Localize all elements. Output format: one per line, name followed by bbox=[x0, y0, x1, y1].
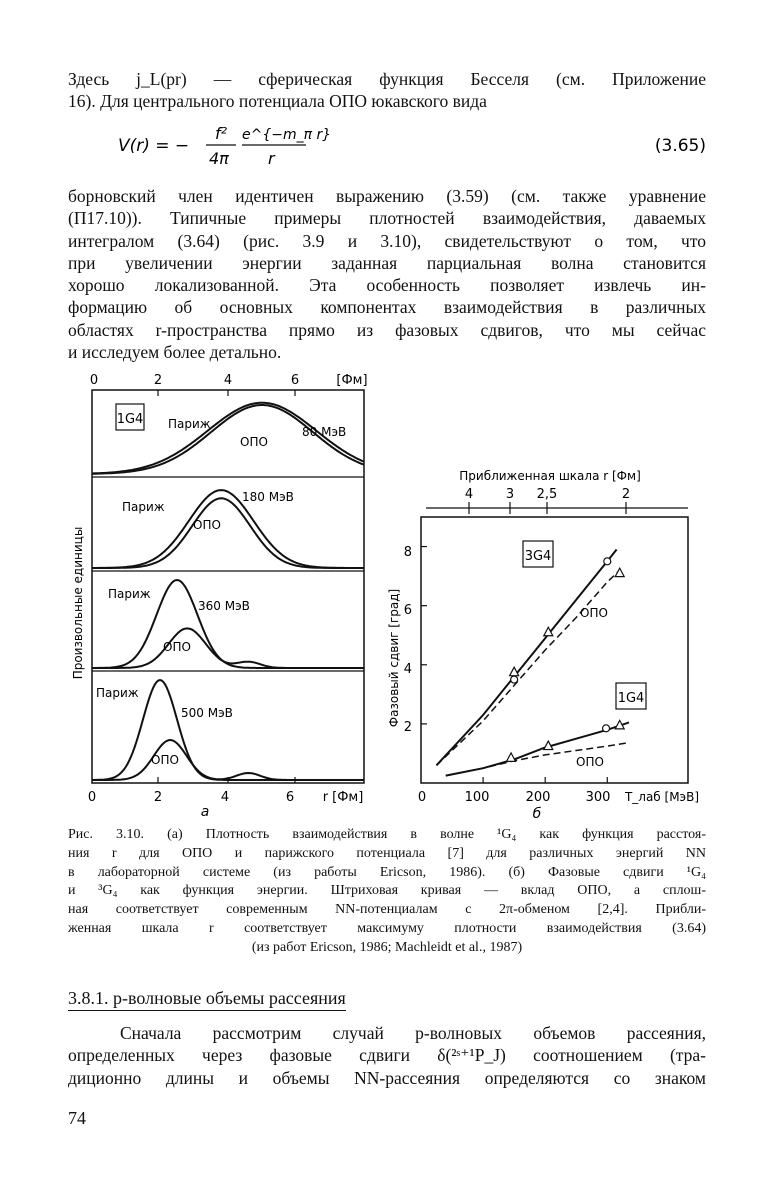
text-line: хорошо локализованной. Эта особенность позволяет извлечь ин- bbox=[68, 275, 706, 296]
text-line: 16). Для центрального потенциала ОПО юкавского вида bbox=[68, 91, 487, 112]
text-line: формацию об основных компонентах взаимодействия в различных bbox=[68, 297, 706, 318]
y-tick-label: 8 bbox=[403, 545, 412, 560]
label-energy-360: 360 МэВ bbox=[198, 599, 250, 613]
sublabel-a: а bbox=[200, 804, 210, 818]
page-number: 74 bbox=[68, 1108, 86, 1128]
ylabel-b: Фазовый сдвиг [град] bbox=[387, 588, 401, 728]
text-line: областях r-пространства прямо из фазовых сдвигов, что мы сейчас bbox=[68, 319, 706, 340]
phase-curve-3g4 bbox=[437, 550, 617, 766]
label-paris-500: Париж bbox=[96, 686, 139, 700]
formula-svg bbox=[118, 120, 706, 170]
x-tick-label: 300 bbox=[585, 790, 611, 805]
text-line: борновский член идентичен выражению (3.59) (см. также уравнение bbox=[68, 186, 706, 206]
label-opo-lower: ОПО bbox=[576, 755, 604, 769]
y-tick-label: 4 bbox=[403, 662, 412, 677]
caption-line: (из работ Ericson, 1986; Machleidt et al., 1987) bbox=[251, 939, 523, 955]
top-tick-label: 2 bbox=[153, 373, 163, 388]
phase-curves bbox=[437, 550, 630, 776]
state-label-1g4: 1G4 bbox=[116, 412, 144, 427]
caption-line: Рис. 3.10. (а) Плотность взаимодействия в волне ¹G₄ как функция расстоя- bbox=[68, 827, 706, 842]
caption-line: и ³G₄ как функция энергии. Штриховая кривая — вклад ОПО, а сплош- bbox=[68, 883, 706, 899]
caption-line: ния r для ОПО и парижского потенциала [7] для различных энергий NN bbox=[68, 845, 706, 861]
text-line: Сначала рассмотрим случай p-волновых объемов рассеяния, bbox=[120, 1023, 706, 1043]
formula-number: (3.65) bbox=[654, 136, 706, 156]
top-tick-label: 0 bbox=[89, 373, 99, 388]
text-line: определенных через фазовые сдвиги δ(²ˢ⁺¹P_J) соотношением (тра- bbox=[68, 1045, 706, 1066]
phase-markers bbox=[507, 558, 625, 762]
label-opo-360: ОПО bbox=[163, 640, 191, 654]
top-tick-label: 4 bbox=[223, 373, 233, 388]
label-opo-180: ОПО bbox=[193, 518, 221, 532]
scale-tick-label: 2,5 bbox=[536, 487, 558, 502]
top-tick-label: 6 bbox=[290, 373, 300, 388]
text-line: диционно длины и объемы NN-рассеяния определяются со знаком bbox=[68, 1067, 706, 1088]
bottom-tick-label: 0 bbox=[87, 790, 97, 805]
axis-ticks-b bbox=[421, 547, 607, 783]
caption-line: женная шкала r соответствует максимуму плотности взаимодействия (3.64) bbox=[68, 920, 706, 936]
caption-line: в лабораторной системе (из работы Ericson, 1986). (б) Фазовые сдвиги ¹G₄ bbox=[68, 864, 706, 880]
bottom-tick-label: 6 bbox=[285, 790, 295, 805]
x-tick-label: 100 bbox=[464, 790, 490, 805]
circle-marker bbox=[511, 676, 518, 683]
label-1g4: 1G4 bbox=[617, 691, 645, 706]
bottom-tick-label: 2 bbox=[153, 790, 163, 805]
figure-caption bbox=[68, 826, 706, 958]
label-paris-80: Париж bbox=[168, 417, 211, 431]
label-energy-500: 500 МэВ bbox=[181, 706, 233, 720]
label-opo-500: ОПО bbox=[151, 753, 179, 767]
paragraph-1 bbox=[68, 68, 706, 113]
scale-title: Приближенная шкала r [Фм] bbox=[459, 469, 641, 483]
text-line: при увеличении энергии заданная парциальная волна становится bbox=[68, 252, 706, 273]
label-energy-80: 80 МэВ bbox=[302, 425, 347, 439]
scale-tick-label: 4 bbox=[464, 487, 474, 502]
section-title: 3.8.1. p-волновые объемы рассеяния bbox=[68, 988, 346, 1011]
figure-b bbox=[387, 469, 699, 818]
formula-numerator-2: e^{−m_π r} bbox=[242, 127, 332, 143]
frame-b bbox=[421, 517, 688, 783]
bottom-unit-label: r [Фм] bbox=[322, 790, 364, 805]
sublabel-b: б bbox=[532, 806, 542, 818]
density-curve-opo-500 bbox=[92, 740, 364, 780]
top-unit-label: [Фм] bbox=[336, 373, 368, 388]
formula-lhs: V(r) = − bbox=[118, 136, 190, 156]
ylabel-a: Произвольные единицы bbox=[71, 526, 85, 680]
density-curve-opo-360 bbox=[92, 628, 364, 668]
triangle-marker bbox=[507, 753, 516, 762]
paragraph-2 bbox=[68, 185, 706, 363]
label-energy-180: 180 МэВ bbox=[242, 490, 294, 504]
label-opo-upper: ОПО bbox=[580, 606, 608, 620]
y-tick-label: 2 bbox=[403, 720, 412, 735]
label-3g4: 3G4 bbox=[524, 549, 552, 564]
text-line: и исследуем более детально. bbox=[68, 342, 282, 363]
formula-numerator-1: f² bbox=[215, 124, 228, 143]
scale-tick-label: 2 bbox=[621, 487, 631, 502]
paragraph-3 bbox=[68, 1022, 706, 1089]
text-line: Здесь j_L(pr) — сферическая функция Бесселя (см. Приложение bbox=[68, 69, 706, 89]
y-tick-label: 6 bbox=[403, 603, 412, 618]
formula-denominator-1: 4π bbox=[209, 149, 229, 168]
label-paris-180: Париж bbox=[122, 500, 165, 514]
x-tick-label: 200 bbox=[525, 790, 551, 805]
caption-line: ная соответствует современным NN-потенциалам с 2π-обменом [2,4]. Прибли- bbox=[68, 902, 706, 918]
figure-a bbox=[71, 373, 368, 818]
formula-3-65 bbox=[118, 120, 706, 170]
label-opo-80: ОПО bbox=[240, 435, 268, 449]
x-tick-label: 0 bbox=[417, 790, 427, 805]
label-paris-360: Париж bbox=[108, 587, 151, 601]
scale-tick-label: 3 bbox=[505, 487, 515, 502]
circle-marker bbox=[603, 725, 610, 732]
x-unit-label: T_лаб [МэВ] bbox=[624, 790, 700, 804]
text-line: интегралом (3.64) (рис. 3.9 и 3.10), свидетельствуют о том, что bbox=[68, 230, 706, 251]
bottom-tick-label: 4 bbox=[220, 790, 230, 805]
circle-marker bbox=[604, 558, 611, 565]
formula-denominator-2: r bbox=[268, 149, 275, 168]
figure-3-10 bbox=[0, 368, 782, 818]
text-line: (П17.10)). Типичные примеры плотностей взаимодействия, даваемых bbox=[68, 208, 706, 229]
